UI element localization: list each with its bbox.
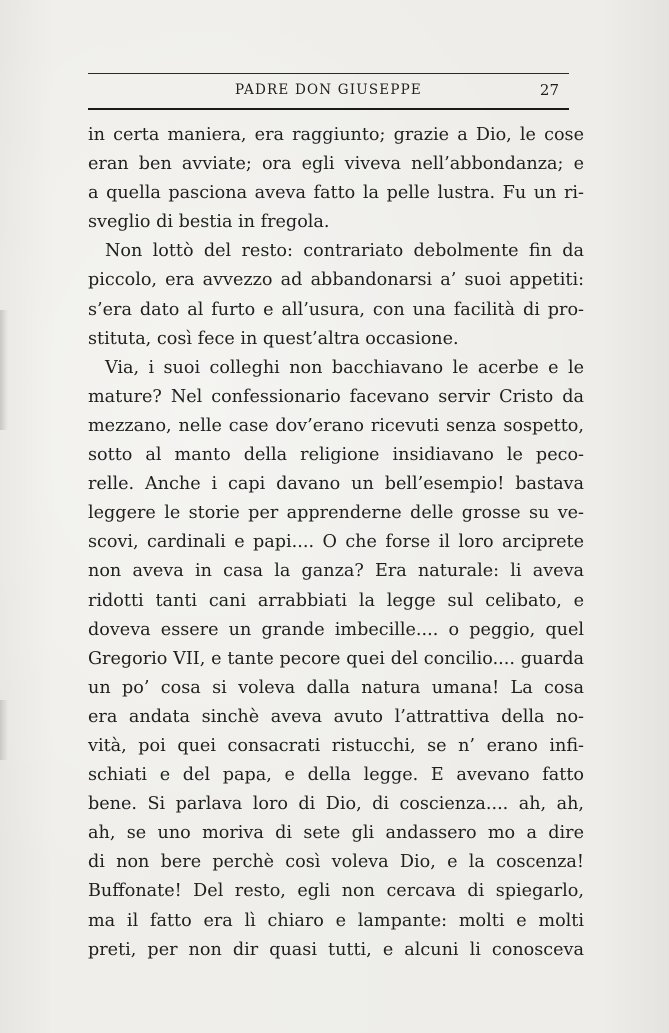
page-edge-shadow	[0, 700, 8, 760]
text-line: di non bere perchè così voleva Dio, e la coscenza!	[88, 852, 584, 873]
top-rule	[88, 73, 569, 74]
text-line: non aveva in casa la ganza? Era naturale: li aveva	[88, 561, 584, 582]
text-line: ma il fatto era lì chiaro e lampante: molti e molti	[88, 910, 584, 931]
text-line: preti, per non dir quasi tutti, e alcuni li conosceva	[88, 939, 584, 960]
text-line: era andata sinchè aveva avuto l’attrattiva della no-	[88, 706, 584, 727]
page-number: 27	[539, 81, 559, 99]
text-line: in certa maniera, era raggiunto; grazie a Dio, le cose	[88, 125, 584, 145]
text-line: vità, poi quei consacrati ristucchi, se n’ erano infi-	[88, 735, 584, 756]
text-line: sveglio di bestia in fregola.	[88, 212, 330, 233]
text-line: eran ben avviate; ora egli viveva nell’abbondanza; e	[88, 154, 584, 175]
text-line: stituta, così fece in quest’altra occasione.	[88, 328, 459, 349]
text-line: doveva essere un grande imbecille.... o peggio, quel	[88, 619, 584, 640]
text-line: Non lottò del resto: contrariato debolmente fin da	[105, 241, 584, 262]
text-line: Buffonate! Del resto, egli non cercava di spiegarlo,	[88, 881, 584, 902]
text-line: s’era dato al furto e all’usura, con una facilità di pro-	[88, 299, 584, 320]
text-line: scovi, cardinali e papi.... O che forse il loro arciprete	[88, 532, 584, 553]
text-line: ridotti tanti cani arrabbiati la legge sul celibato, e	[88, 590, 584, 611]
text-line: piccolo, era avvezzo ad abbandonarsi a’ suoi appetiti:	[88, 270, 584, 291]
text-line: ah, se uno moriva di sete gli andassero mo a dire	[88, 823, 584, 844]
body-text	[88, 121, 584, 965]
text-line: a quella pasciona aveva fatto la pelle lustra. Fu un ri-	[88, 183, 584, 204]
text-line: Gregorio VII, e tante pecore quei del concilio.... guarda	[88, 648, 584, 669]
text-line: bene. Si parlava loro di Dio, di coscienza.... ah, ah,	[88, 794, 584, 815]
text-line: relle. Anche i capi davano un bell’esempio! bastava	[88, 474, 584, 495]
page-header	[88, 80, 569, 102]
text-line: schiati e del papa, e della legge. E avevano fatto	[88, 765, 584, 786]
header-rule	[88, 108, 569, 110]
page-edge-shadow	[0, 310, 8, 430]
text-line: un po’ cosa si voleva dalla natura umana! La cosa	[88, 677, 584, 698]
text-line: sotto al manto della religione insidiavano le peco-	[88, 445, 584, 466]
text-line: mature? Nel confessionario facevano servir Cristo da	[88, 386, 584, 407]
running-title: PADRE DON GIUSEPPE	[235, 82, 422, 98]
text-line: leggere le storie per apprenderne delle grosse su ve-	[88, 503, 584, 524]
text-line: Via, i suoi colleghi non bacchiavano le acerbe e le	[105, 357, 584, 378]
text-line: mezzano, nelle case dov’erano ricevuti senza sospetto,	[88, 415, 584, 436]
